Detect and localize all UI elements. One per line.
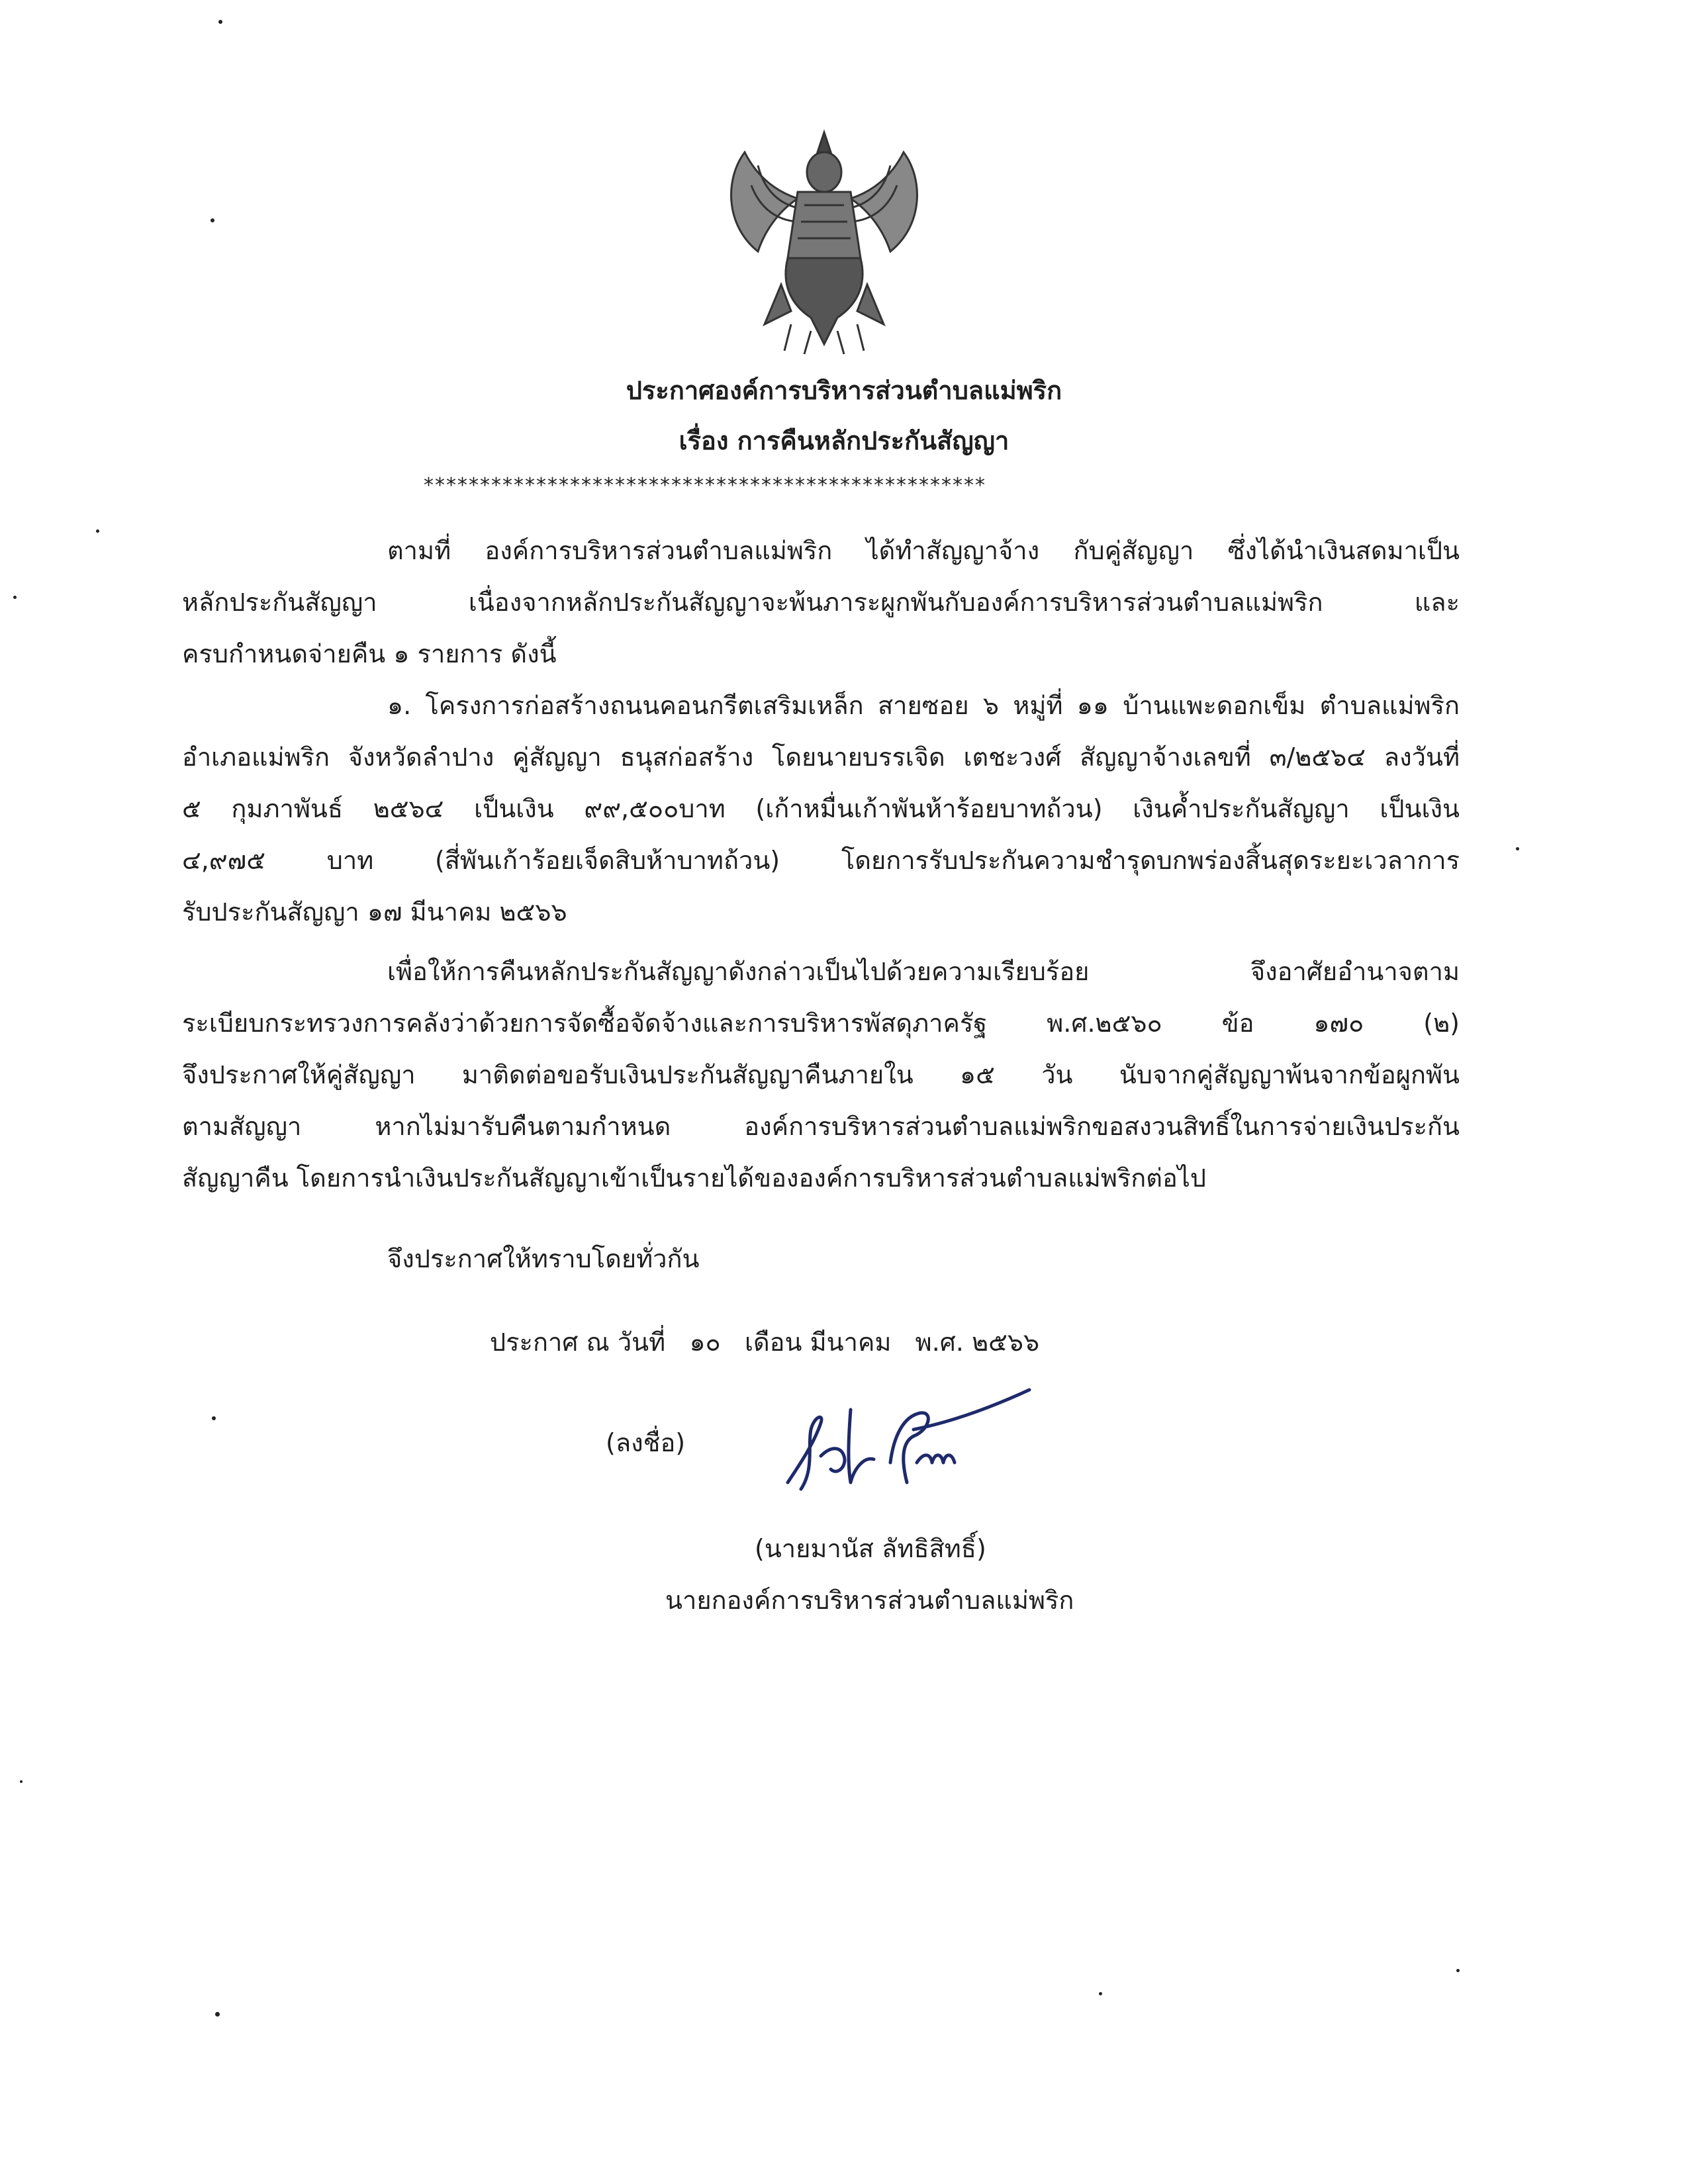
speck	[212, 1416, 216, 1420]
speck	[1099, 1992, 1102, 1995]
speck	[20, 1780, 23, 1783]
dateline-prefix: ประกาศ ณ วันที่	[490, 1328, 666, 1357]
speck	[1456, 1969, 1460, 1972]
paragraph2-line-1: เพื่อให้การคืนหลักประกันสัญญาดังกล่าวเป็นไปด้วยความเรียบร้อย จึงอาศัยอำนาจตาม	[387, 957, 1460, 986]
paragraph2-line-4: ตามสัญญา หากไม่มารับคืนตามกำหนด องค์การบริหารส่วนตำบลแม่พริกขอสงวนสิทธิ์ในการจ่ายเงินประกัน	[182, 1112, 1460, 1141]
dateline-year: ๒๕๖๖	[972, 1328, 1040, 1357]
handwritten-signature-icon	[774, 1383, 1039, 1516]
item-line-5: รับประกันสัญญา ๑๗ มีนาคม ๒๕๖๖	[182, 897, 567, 927]
intro-line-1: ตามที่ องค์การบริหารส่วนตำบลแม่พริก ได้ทำสัญญาจ้าง กับคู่สัญญา ซึ่งได้นำเงินสดมาเป็น	[387, 536, 1460, 565]
speck	[218, 20, 222, 24]
announcement-subject: เรื่อง การคืนหลักประกันสัญญา	[679, 426, 1009, 455]
speck	[1516, 847, 1519, 850]
paragraph2-line-3: จึงประกาศให้คู่สัญญา มาติดต่อขอรับเงินประกันสัญญาคืนภายใน ๑๕ วัน นับจากคู่สัญญาพ้นจากข้อผูกพัน	[182, 1060, 1460, 1089]
dateline	[490, 1322, 1039, 1362]
speck	[215, 2012, 220, 2017]
item-line-1: ๑. โครงการก่อสร้างถนนคอนกรีตเสริมเหล็ก สายซอย ๖ หมู่ที่ ๑๑ บ้านแพะดอกเข็ม ตำบลแม่พริก	[387, 691, 1460, 720]
dateline-month-label: เดือน	[745, 1328, 802, 1357]
announcement-title: ประกาศองค์การบริหารส่วนตำบลแม่พริก	[626, 376, 1062, 405]
dateline-year-label: พ.ศ.	[915, 1328, 964, 1357]
speck	[96, 529, 99, 533]
paragraph2-line-2: ระเบียบกระทรวงการคลังว่าด้วยการจัดซื้อจัดจ้างและการบริหารพัสดุภาครัฐ พ.ศ.๒๕๖๐ ข้อ ๑๗๐ (๒)	[182, 1009, 1460, 1038]
signatory-position: นายกองค์การบริหารส่วนตำบลแม่พริก	[665, 1586, 1074, 1615]
item-line-4: ๔,๙๗๕ บาท (สี่พันเก้าร้อยเจ็ดสิบห้าบาทถ้วน) โดยการรับประกันความชำรุดบกพร่องสิ้นสุดระยะเวลาการ	[182, 846, 1460, 875]
garuda-emblem-icon	[718, 126, 930, 357]
paragraph2-line-5: สัญญาคืน โดยการนำเงินประกันสัญญาเข้าเป็นรายได้ขององค์การบริหารส่วนตำบลแม่พริกต่อไป	[182, 1163, 1207, 1193]
item-line-2: อำเภอแม่พริก จังหวัดลำปาง คู่สัญญา ธนุสก่อสร้าง โดยนายบรรเจิด เตชะวงศ์ สัญญาจ้างเลขที่ ๓/๒๕๖๔ ลงวันที่	[182, 743, 1460, 772]
sign-label: (ลงชื่อ)	[606, 1428, 686, 1457]
item-line-3: ๕ กุมภาพันธ์ ๒๕๖๔ เป็นเงิน ๙๙,๕๐๐บาท (เก้าหมื่นเก้าพันห้าร้อยบาทถ้วน) เงินค้ำประกันสัญญา เป็นเงิน	[182, 794, 1460, 823]
closing-line: จึงประกาศให้ทราบโดยทั่วกัน	[387, 1244, 700, 1273]
speck	[211, 218, 214, 222]
signatory-name: (นายมานัส ลัทธิสิทธิ์)	[755, 1534, 986, 1563]
dateline-month: มีนาคม	[810, 1328, 892, 1357]
separator-line: **************************************************	[424, 474, 986, 497]
intro-line-3: ครบกำหนดจ่ายคืน ๑ รายการ ดังนี้	[182, 639, 557, 668]
dateline-day: ๑๐	[689, 1328, 721, 1357]
intro-line-2: หลักประกันสัญญา เนื่องจากหลักประกันสัญญาจะพ้นภาระผูกพันกับองค์การบริหารส่วนตำบลแม่พริก และ	[182, 588, 1460, 617]
speck	[13, 596, 17, 599]
